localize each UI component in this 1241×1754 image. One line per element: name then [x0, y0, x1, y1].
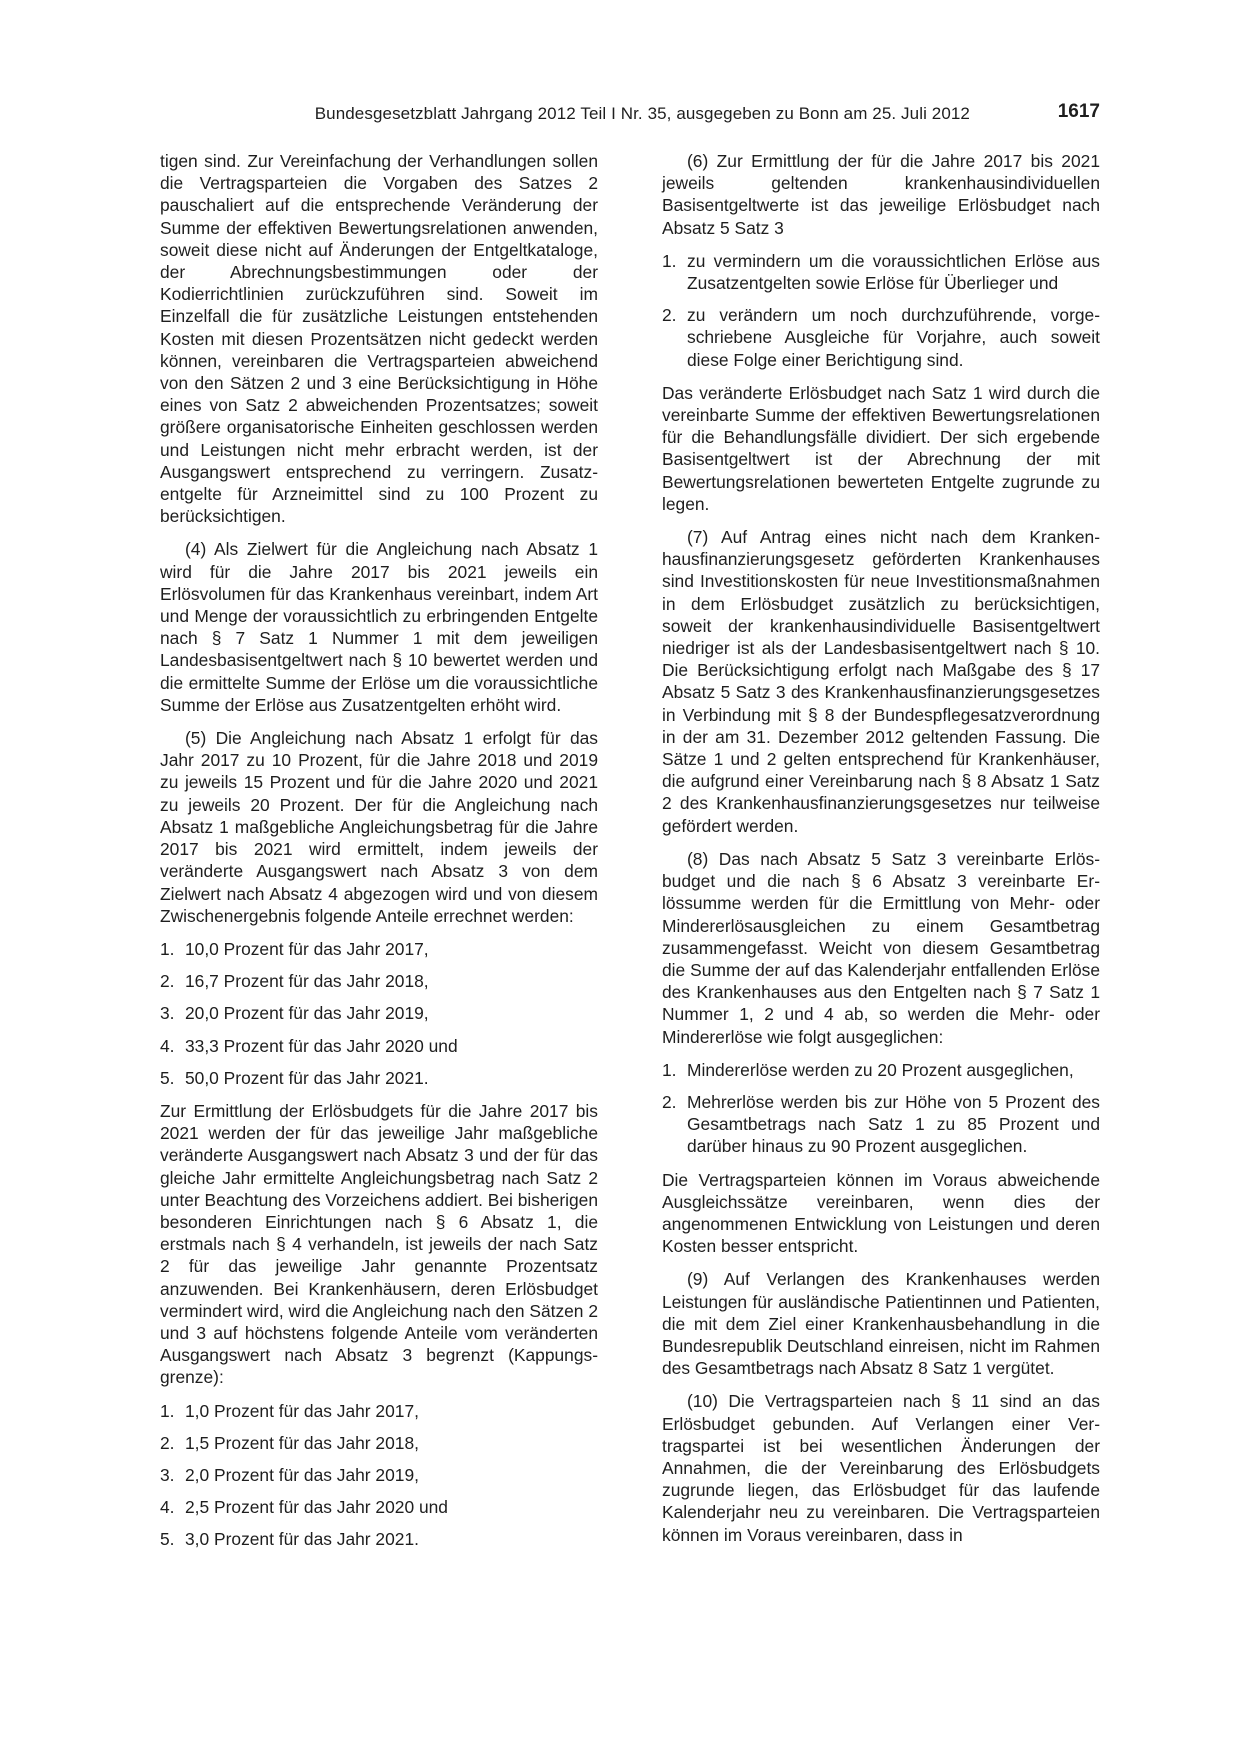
list-number: 3.: [160, 1464, 175, 1485]
list-number: 5.: [160, 1529, 175, 1550]
list-number: 2.: [662, 1091, 677, 1112]
list-text: 2,0 Prozent für das Jahr 2019,: [185, 1464, 419, 1485]
list-text: 1,5 Prozent für das Jahr 2018,: [185, 1432, 419, 1453]
paragraph: Die Vertragsparteien können im Voraus abweichende Ausgleichssätze vereinbaren, wenn dies der angenommenen Entwicklung von Leistungen und deren Kosten besser entspricht.: [662, 1169, 1100, 1257]
paragraph-absatz-8: (8) Das nach Absatz 5 Satz 3 vereinbarte Erlösbudget und die nach § 6 Absatz 3 vereinbarte Erlössumme werden für die Ermittlung von Mehr- oder Mindererlösausgleichen zu einem Gesamtbetrag zusammengefasst. Weicht von diesem Gesamtbetrag die Summe der auf das Kalenderjahr entfallenden Erlöse des Krankenhauses aus den Entgelten nach § 7 Satz 1 Nummer 1, 2 und 4 ab, so werden die Mehr- oder Mindererlöse wie folgt ausgeglichen:: [662, 848, 1100, 1047]
list-number: 1.: [160, 938, 175, 959]
list-text: 16,7 Prozent für das Jahr 2018,: [185, 971, 429, 992]
list-item: [160, 1035, 598, 1057]
running-header: Bundesgesetzblatt Jahrgang 2012 Teil I Nr. 35, ausgegeben zu Bonn am 25. Juli 2012: [314, 104, 970, 123]
list-item: [662, 304, 1100, 371]
percentage-list-kappungsgrenze: [160, 1400, 598, 1551]
list-number: 3.: [160, 1003, 175, 1024]
list-item: [662, 1059, 1100, 1081]
list-text: 20,0 Prozent für das Jahr 2019,: [185, 1003, 429, 1024]
page-header: [160, 100, 1100, 130]
erloesbudget-list: [662, 250, 1100, 371]
list-number: 5.: [160, 1067, 175, 1088]
list-item: [160, 1464, 598, 1486]
list-number: 2.: [160, 1432, 175, 1453]
list-number: 2.: [662, 305, 677, 326]
list-text: 10,0 Prozent für das Jahr 2017,: [185, 938, 429, 959]
page-number: 1617: [1057, 101, 1100, 122]
list-item: [160, 938, 598, 960]
list-text: 33,3 Prozent für das Jahr 2020 und: [185, 1035, 458, 1056]
paragraph-absatz-4: (4) Als Zielwert für die Angleichung nach Absatz 1 wird für die Jahre 2017 bis 2021 jeweils ein Erlösvolumen für das Krankenhaus vereinbart, indem Art und Menge der voraussichtlich zu erbringenden Entgelte nach § 7 Satz 1 Nummer 1 mit dem jeweiligen Landesbasisentgeltwert nach § 10 bewertet werden und die ermittelte Summe der Erlöse um die voraussichtliche Summe der Erlöse aus Zusatzentgelten erhöht wird.: [160, 539, 598, 715]
percentage-list-angleichung: [160, 938, 598, 1089]
list-item: [662, 1091, 1100, 1158]
list-text: Mehrerlöse werden bis zur Höhe von 5 Prozent des Gesamtbetrags nach Satz 1 zu 85 Prozent und darüber hinaus zu 90 Prozent ausgeglichen.: [687, 1091, 1100, 1157]
paragraph: Zur Ermittlung der Erlösbudgets für die Jahre 2017 bis 2021 werden der für das jeweilige Jahr maßgebliche veränderte Ausgangswert nach Absatz 3 und der für das gleiche Jahr ermittelte Angleichungsbetrag nach Satz 2 unter Beachtung des Vorzeichens addiert. Bei bisherigen besonderen Einrichtungen nach § 6 Absatz 1, die erstmals nach § 4 verhandeln, ist jeweils der nach Satz 2 für das jeweilige Jahr genannte Prozentsatz anzuwenden. Bei Krankenhäusern, deren Erlösbudget vermindert wird, wird die Angleichung nach den Sätzen 2 und 3 auf höchstens folgende Anteile vom veränderten Ausgangswert nach Absatz 3 begrenzt (Kappungsgrenze):: [160, 1100, 598, 1388]
list-text: 50,0 Prozent für das Jahr 2021.: [185, 1067, 429, 1088]
list-number: 1.: [662, 1059, 677, 1080]
ausgleich-list: [662, 1059, 1100, 1158]
list-number: 1.: [662, 250, 677, 271]
list-text: zu vermindern um die voraussichtlichen Erlöse aus Zusatzentgelten sowie Erlöse für Überlieger und: [687, 250, 1100, 294]
list-item: [160, 1400, 598, 1422]
paragraph: tigen sind. Zur Vereinfachung der Verhandlungen sollen die Vertragsparteien die Vorgaben des Satzes 2 pauschaliert auf die entsprechende Veränderung der Summe der effektiven Bewertungsrelationen anwenden, soweit diese nicht auf Änderungen der Entgeltkataloge, der Abrechnungsbestimmungen oder der Kodierrichtlinien zurückzuführen sind. Soweit im Einzelfall die für zusätzliche Leistungen entstehenden Kosten mit diesen Prozentsätzen nicht gedeckt werden können, vereinbaren die Vertragsparteien abweichend von den Sätzen 2 und 3 eine Berücksichtigung in Höhe eines von Satz 2 abweichenden Prozentsatzes; soweit größere organisatorische Einheiten geschlossen werden und Leistungen nicht mehr erbracht werden, ist der Ausgangswert entsprechend zu verringern. Zusatzentgelte für Arzneimittel sind zu 100 Prozent zu berücksichtigen.: [160, 151, 598, 527]
paragraph: Das veränderte Erlösbudget nach Satz 1 wird durch die vereinbarte Summe der effektiven Bewertungsrelationen für die Behandlungsfälle dividiert. Der sich ergebende Basisentgeltwert ist der Abrechnung der mit Bewertungsrelationen bewerteten Entgelte zugrunde zu legen.: [662, 382, 1100, 514]
right-column: [662, 150, 1100, 1557]
list-text: 2,5 Prozent für das Jahr 2020 und: [185, 1497, 448, 1518]
list-item: [662, 250, 1100, 294]
list-number: 2.: [160, 971, 175, 992]
left-column: [160, 150, 598, 1562]
list-number: 1.: [160, 1400, 175, 1421]
list-number: 4.: [160, 1035, 175, 1056]
list-item: [160, 970, 598, 992]
list-text: zu verändern um noch durchzuführende, vorgeschriebene Ausgleiche für Vorjahre, auch soweit diese Folge einer Berichtigung sind.: [687, 305, 1100, 370]
list-text: Mindererlöse werden zu 20 Prozent ausgeglichen,: [687, 1059, 1074, 1080]
list-item: [160, 1002, 598, 1024]
list-item: [160, 1432, 598, 1454]
paragraph-absatz-5: (5) Die Angleichung nach Absatz 1 erfolgt für das Jahr 2017 zu 10 Prozent, für die Jahre 2018 und 2019 zu jeweils 15 Prozent und für die Jahre 2020 und 2021 zu jeweils 20 Prozent. Der für die Angleichung nach Absatz 1 maßgebliche Angleichungsbetrag für die Jahre 2017 bis 2021 wird ermittelt, indem jeweils der veränderte Ausgangswert nach Absatz 3 von dem Zielwert nach Absatz 4 abgezogen wird und von diesem Zwischenergebnis folgende Anteile errechnet werden:: [160, 728, 598, 926]
list-number: 4.: [160, 1497, 175, 1518]
paragraph-absatz-6: (6) Zur Ermittlung der für die Jahre 2017 bis 2021 jeweils geltenden krankenhausindividuellen Basisentgeltwerte ist das jeweilige Erlösbudget nach Absatz 5 Satz 3: [662, 151, 1100, 238]
list-text: 1,0 Prozent für das Jahr 2017,: [185, 1400, 419, 1421]
list-item: [160, 1528, 598, 1550]
list-text: 3,0 Prozent für das Jahr 2021.: [185, 1529, 419, 1550]
list-item: [160, 1067, 598, 1089]
paragraph-absatz-7: (7) Auf Antrag eines nicht nach dem Krankenhausfinanzierungsgesetz geförderten Krankenhauses sind Investitionskosten für neue Investitionsmaßnahmen in dem Erlösbudget zusätzlich zu berücksichtigen, soweit der krankenhausindividuelle Basisentgeltwert niedriger ist als der Landesbasisentgeltwert nach § 10. Die Berücksichtigung erfolgt nach Maßgabe des § 17 Absatz 5 Satz 3 des Krankenhausfinanzierungsgesetzes in Verbindung mit § 8 der Bundespflegesatzverordnung in der am 31. Dezember 2012 geltenden Fassung. Die Sätze 1 und 2 gelten entsprechend für Krankenhäuser, die aufgrund einer Vereinbarung nach § 8 Absatz 1 Satz 2 des Krankenhausfinanzierungsgesetzes nur teilweise gefördert werden.: [662, 527, 1100, 836]
paragraph-absatz-9: (9) Auf Verlangen des Krankenhauses werden Leistungen für ausländische Patientinnen und Patienten, die mit dem Ziel einer Krankenhausbehandlung in die Bundesrepublik Deutschland einreisen, nicht im Rahmen des Gesamtbetrags nach Absatz 8 Satz 1 vergütet.: [662, 1269, 1100, 1379]
paragraph-absatz-10: (10) Die Vertragsparteien nach § 11 sind an das Erlösbudget gebunden. Auf Verlangen einer Vertragspartei ist bei wesentlichen Änderungen der Annahmen, die der Vereinbarung des Erlösbudgets zugrunde liegen, das Erlösbudget für das laufende Kalenderjahr neu zu vereinbaren. Die Vertragsparteien können im Voraus vereinbaren, dass in: [662, 1391, 1100, 1545]
list-item: [160, 1496, 598, 1518]
